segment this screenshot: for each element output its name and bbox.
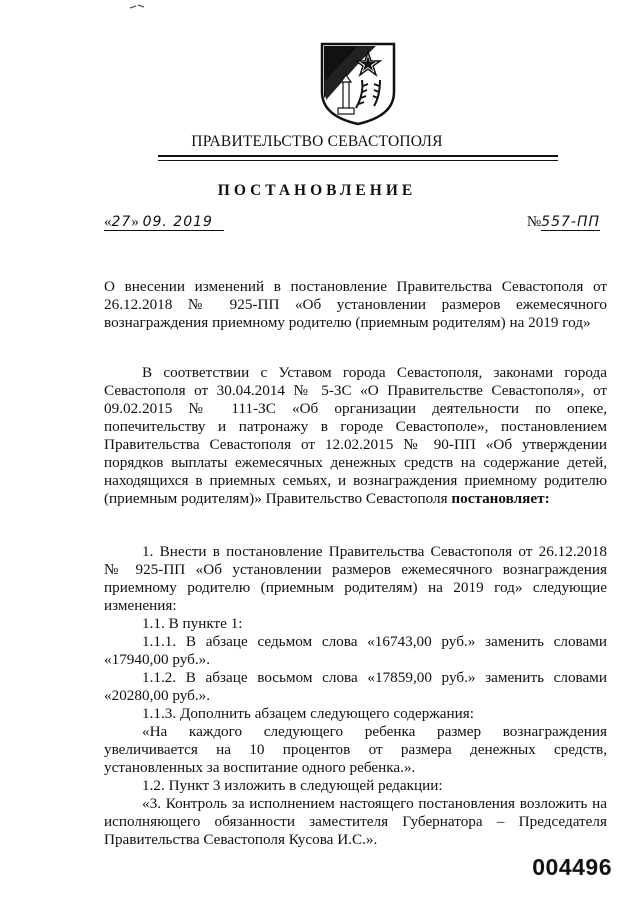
scan-mark-icon xyxy=(128,2,148,12)
document-number xyxy=(527,214,600,231)
date-field xyxy=(104,215,224,231)
header-rule-thin xyxy=(158,160,558,161)
item-1-1: 1.1. В пункте 1: xyxy=(142,615,243,632)
document-body xyxy=(104,364,607,849)
sevastopol-coat-of-arms-icon xyxy=(318,42,398,126)
date-open-quote: « xyxy=(104,214,112,230)
decree-word: постановляет: xyxy=(451,490,550,507)
preamble-text: В соответствии с Уставом города Севастополя, законами города Севастополя от 30.04.2014 № 5-ЗС «О Правительстве Севастополя», от 09.02.2015 № 111-ЗС «Об организации деятельности по опеке, попечительству и патронажу в городе Севастополе», постановлением Правительства Севастополя от 12.02.2015 № 90-ПП «Об утверждении порядков выплаты ежемесячных денежных средств на содержание детей, находящихся в приемных семьях, и вознаграждения приемному родителю (приемным родителям)» Правительство Севастополя xyxy=(104,364,607,507)
number-prefix: № xyxy=(526,214,542,230)
header-rule-thick xyxy=(158,155,558,157)
preamble-paragraph xyxy=(104,364,607,508)
number-value: 557-ПП xyxy=(541,214,600,230)
government-title: ПРАВИТЕЛЬСТВО СЕВАСТОПОЛЯ xyxy=(191,133,443,150)
document-subject: О внесении изменений в постановление Правительства Севастополя от 26.12.2018 № 925-ПП «Об установлении размеров ежемесячного вознаграждения приемному родителю (приемным родителям) на 2019 год» xyxy=(104,278,607,331)
serial-number: 004496 xyxy=(532,854,612,880)
number-field xyxy=(541,215,600,231)
document-date xyxy=(104,214,224,231)
item-1-1-3: 1.1.3. Дополнить абзацем следующего содержания: xyxy=(142,705,474,722)
date-close-quote: » xyxy=(131,214,139,230)
item-1-1-3-quote: «На каждого следующего ребенка размер вознаграждения увеличивается на 10 процентов от размера денежных средств, установленных за воспитание одного ребенка.». xyxy=(104,723,607,776)
paragraph-gap xyxy=(104,508,607,543)
item-1-2-quote: «3. Контроль за исполнением настоящего постановления возложить на исполняющего обязанности заместителя Губернатора – Председателя Правительства Севастополя Кусова И.С.». xyxy=(104,795,607,848)
item-1-2: 1.2. Пункт 3 изложить в следующей редакции: xyxy=(142,777,443,794)
date-month-year: 09. 2019 xyxy=(142,214,213,230)
document-type-heading: ПОСТАНОВЛЕНИЕ xyxy=(217,182,417,199)
date-day: 27 xyxy=(111,214,132,230)
item-1-1-2: 1.1.2. В абзаце восьмом слова «17859,00 руб.» заменить словами «20280,00 руб.». xyxy=(104,669,607,704)
item-1-1-1: 1.1.1. В абзаце седьмом слова «16743,00 руб.» заменить словами «17940,00 руб.». xyxy=(104,633,607,668)
item-1: 1. Внести в постановление Правительства Севастополя от 26.12.2018 № 925-ПП «Об установлении размеров ежемесячного вознаграждения приемному родителю (приемным родителям) на 2019 год» следующие изменения: xyxy=(104,543,607,614)
